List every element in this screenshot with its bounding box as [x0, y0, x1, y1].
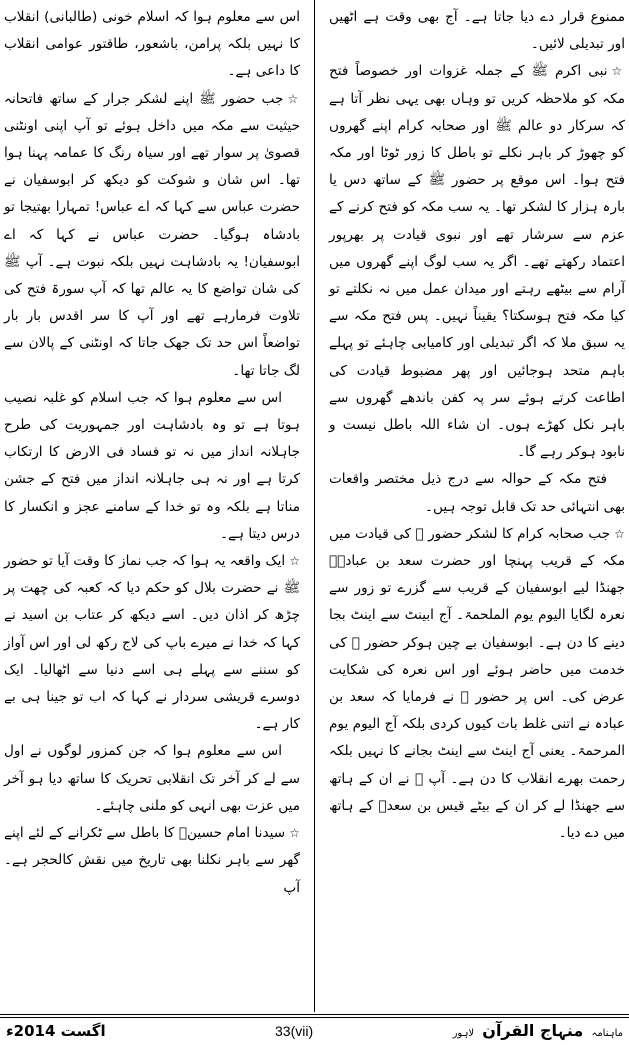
- paragraph-text: نبی اکرم ﷺ کے جملہ غزوات اور خصوصاً فتح مکہ کو ملاحظہ کریں تو وہاں بھی یہی نظر آتا ہے کہ سرکار دو عالم ﷺ اور صحابہ کرام اپنے گھروں کو چھوڑ کر باہر نکلے تو باطل کا زور ٹوٹا اور مکہ فتح ہوا۔ اس موقع پر حضور ﷺ کے ساتھ دس یا بارہ ہزار کا لشکر تھا۔ یہ سب مکہ کو فتح کرنے کے عزم سے سرشار تھے اور نبوی قیادت پر بھرپور اعتماد رکھتے تھے۔ اگر یہ سب لوگ اپنے گھروں میں آرام سے بیٹھے رہتے اور میدان عمل میں نہ نکلتے تو کیا مکہ فتح ہوسکتا؟ یقیناً نہیں۔ پس فتح مکہ سے یہ سبق ملا کہ اگر تبدیلی اور کامیابی چاہئے تو پہلے باہم متحد ہوجائیں اور پھر مضبوط قیادت کی اطاعت کرتے ہوئے سر پہ کفن باندھے گھروں سے باہر نکل کھڑے ہوں۔ ان شاء اللہ باطل نیست و نابود ہوکر رہے گا۔: [329, 63, 625, 461]
- star-bullet-icon: ☆: [611, 64, 625, 79]
- paragraph-text: جب صحابہ کرام کا لشکر حضور ﷺ کی قیادت میں مکہ کے قریب پہنچا اور حضرت سعد بن عبادہؓ جھنڈا لیے ابوسفیان کے قریب سے گزرے تو زور سے نعرہ لگایا الیوم یوم الملحمۃ۔ آج ابینٹ سے اینٹ بجا دینے کا دن ہے۔ ابوسفیان بے چین ہوکر حضور ﷺ کی خدمت میں حاضر ہوئے اور اس نعرہ کی شکایت عرض کی۔ اس پر حضور ﷺ نے فرمایا کہ سعد بن عبادہ نے اتنی غلط بات کیوں کردی بلکہ آج الیوم یوم المرحمۃ۔ یعنی آج اینٹ سے اینٹ بجانے کا نہیں بلکہ رحمت بھرے انقلاب کا دن ہے۔ آپ ﷺ نے ان کے ہاتھ سے جھنڈا لے کر ان کے بیٹے قیس بن سعدؓ کے ہاتھ میں دے دیا۔: [329, 525, 625, 842]
- footer-rule-top: [0, 1014, 629, 1015]
- paragraph-text: اس سے معلوم ہوا کہ جن کمزور لوگوں نے اول سے لے کر آخر تک انقلابی تحریک کا ساتھ دیا ہو آخر میں عزت بھی انہی کو ملنی چاہئے۔: [4, 743, 300, 814]
- paragraph: [329, 521, 625, 847]
- paragraph: [329, 58, 625, 466]
- magazine-name: منہاج القرآن: [482, 1021, 584, 1040]
- page-number: 33(vii): [275, 1023, 314, 1039]
- paragraph: [329, 4, 625, 58]
- star-bullet-icon: ☆: [614, 526, 625, 541]
- paragraph: [4, 385, 300, 548]
- paragraph: [4, 86, 300, 385]
- magazine-title: [453, 1020, 623, 1045]
- footer-rule-bottom: [0, 1017, 629, 1018]
- magazine-city: لاہور: [452, 1028, 475, 1039]
- right-column: [329, 4, 625, 847]
- star-bullet-icon: ☆: [289, 554, 300, 569]
- paragraph: [4, 548, 300, 738]
- paragraph-text: اس سے معلوم ہوا کہ اسلام خونی (طالبانی) انقلاب کا نہیں بلکہ پرامن، باشعور، طاقتور عوامی انقلاب کا داعی ہے۔: [4, 9, 300, 80]
- paragraph-text: فتح مکہ کے حوالہ سے درج ذیل مختصر واقعات بھی انتہائی حد تک قابل توجہ ہیں۔: [329, 471, 625, 515]
- page-footer: [0, 1020, 629, 1042]
- left-column: [4, 4, 300, 902]
- paragraph: [4, 738, 300, 820]
- issue-date: اگست 2014ء: [6, 1022, 106, 1040]
- magazine-prefix: ماہنامہ: [591, 1028, 623, 1039]
- paragraph-text: ممنوع قرار دے دیا جاتا ہے۔ آج بھی وقت ہے اٹھیں اور تبدیلی لائیں۔: [329, 9, 625, 53]
- paragraph: [4, 820, 300, 902]
- paragraph-text: ایک واقعہ یہ ہوا کہ جب نماز کا وقت آیا تو حضور ﷺ نے حضرت بلال کو حکم دیا کہ کعبہ کی چھت پر چڑھ کر اذان دیں۔ اسے دیکھ کر عتاب بن اسید نے کہا کہ خدا نے میرے باپ کی لاج رکھ لی اور اس آواز کو سننے سے پہلے ہی اسے دنیا سے اٹھالیا۔ ایک دوسرے قریشی سردار نے کہا کہ اب تو جینا ہی بے کار ہے۔: [4, 553, 300, 733]
- paragraph-text: جب حضور ﷺ اپنے لشکر جرار کے ساتھ فاتحانہ حیثیت سے مکہ میں داخل ہوئے تو آپ اپنی اونٹنی قصویٰ پر سوار تھے اور سیاہ رنگ کا عمامہ پہنا ہوا تھا۔ اس شان و شوکت کو دیکھ کر ابوسفیان نے حضرت عباس سے کہا کہ اے عباس! تمہارا بھتیجا تو بادشاہ ہوگیا۔ حضرت عباس نے کہا کہ اے ابوسفیان! یہ بادشاہت نہیں بلکہ نبوت ہے۔ آپ ﷺ کی شان تواضع کا یہ عالم تھا کہ آپ سورۃ فتح کی تلاوت فرمارہے تھے اور آپ کا سر اقدس بار بار تواضعاً اس حد تک جھک جاتا کہ اونٹنی کے پالان سے لگ جاتا تھا۔: [4, 90, 300, 379]
- paragraph-text: سیدنا امام حسینؓ کا باطل سے ٹکرانے کے لئے اپنے گھر سے باہر نکلنا بھی تاریخ میں نقش کالحجر ہے۔ آپ: [4, 825, 300, 896]
- paragraph-text: اس سے معلوم ہوا کہ جب اسلام کو غلبہ نصیب ہوتا ہے تو وہ بادشاہت اور جمہوریت کی طرح جاہلانہ انداز میں نہ تو فساد فی الارض کا ارتکاب کرتا ہے اور نہ ہی جاہلانہ انداز میں فتح کے جشن مناتا ہے بلکہ وہ تو خدا کے سامنے عجز و انکسار کا درس دیتا ہے۔: [4, 389, 300, 542]
- column-divider: [314, 0, 315, 1012]
- paragraph: [4, 4, 300, 86]
- star-bullet-icon: ☆: [287, 91, 300, 106]
- paragraph: [329, 466, 625, 520]
- star-bullet-icon: ☆: [289, 826, 300, 841]
